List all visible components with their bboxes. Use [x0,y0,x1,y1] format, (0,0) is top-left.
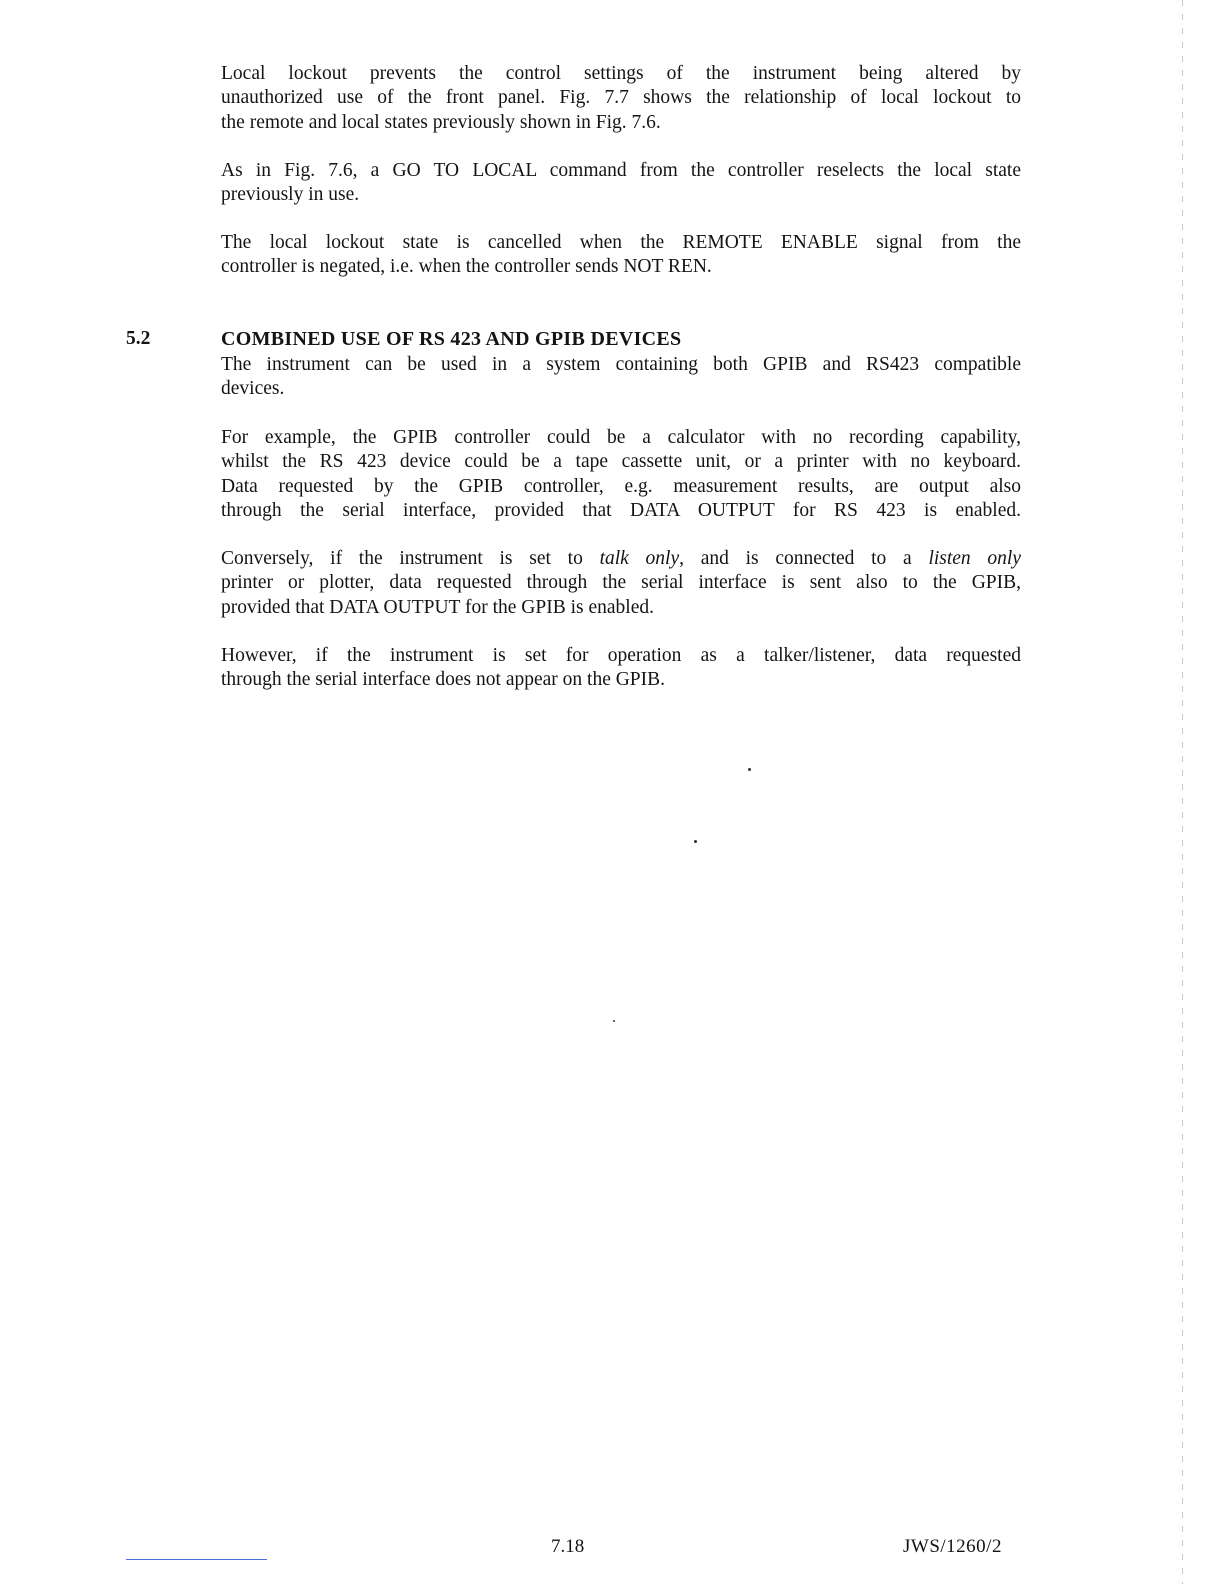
paragraph-lockout-cancelled [221,231,1021,280]
paragraph-however [221,644,1021,693]
page-number: 7.18 [551,1536,585,1557]
text-line: controller is negated, i.e. when the controller sends NOT REN. [221,256,712,278]
paragraph-for-example [221,426,1021,524]
text-line: For example, the GPIB controller could be a calculator with no recording capability, [221,427,1021,448]
text-line: through the serial interface does not appear on the GPIB. [221,669,666,691]
text-line: However, if the instrument is set for operation as a talker/listener, data requested [221,645,1021,666]
italic-term: listen only [928,548,1021,569]
text-line: previously in use. [221,184,360,206]
text-line: Local lockout prevents the control settings of the instrument being altered by [221,63,1021,84]
text-line [221,547,1021,571]
scan-edge-line [1182,0,1183,1584]
text-line: unauthorized use of the front panel. Fig. 7.7 shows the relationship of local lockout to [221,87,1021,109]
document-reference: JWS/1260/2 [903,1536,1002,1557]
scan-speck [748,768,751,771]
text-line: printer or plotter, data requested through the serial interface is sent also to the GPIB, [221,572,1021,594]
paragraph-section-intro [221,353,1021,402]
section-number: 5.2 [126,328,151,349]
text-line: through the serial interface, provided that DATA OUTPUT for RS 423 is enabled. [221,500,1021,522]
text-line: The local lockout state is cancelled when the REMOTE ENABLE signal from the [221,232,1021,253]
footer-rule [126,1559,267,1560]
section-title: COMBINED USE OF RS 423 AND GPIB DEVICES [221,328,682,350]
italic-term: talk only [599,548,680,569]
paragraph-local-lockout [221,62,1021,135]
text-line: devices. [221,378,285,400]
text-run: , and is connected to a [679,548,929,569]
scan-speck [694,840,697,843]
text-line: Data requested by the GPIB controller, e.g. measurement results, are output also [221,475,1021,497]
text-run: Conversely, if the instrument is set to [221,548,600,569]
text-line: The instrument can be used in a system containing both GPIB and RS423 compatible [221,354,1021,375]
text-line: the remote and local states previously shown in Fig. 7.6. [221,111,661,133]
text-line: provided that DATA OUTPUT for the GPIB is enabled. [221,596,654,618]
scan-speck [613,1020,615,1022]
text-line: whilst the RS 423 device could be a tape cassette unit, or a printer with no keyboard. [221,451,1021,473]
paragraph-go-to-local [221,159,1021,208]
paragraph-conversely [221,547,1021,620]
text-line: As in Fig. 7.6, a GO TO LOCAL command from the controller reselects the local state [221,160,1021,181]
